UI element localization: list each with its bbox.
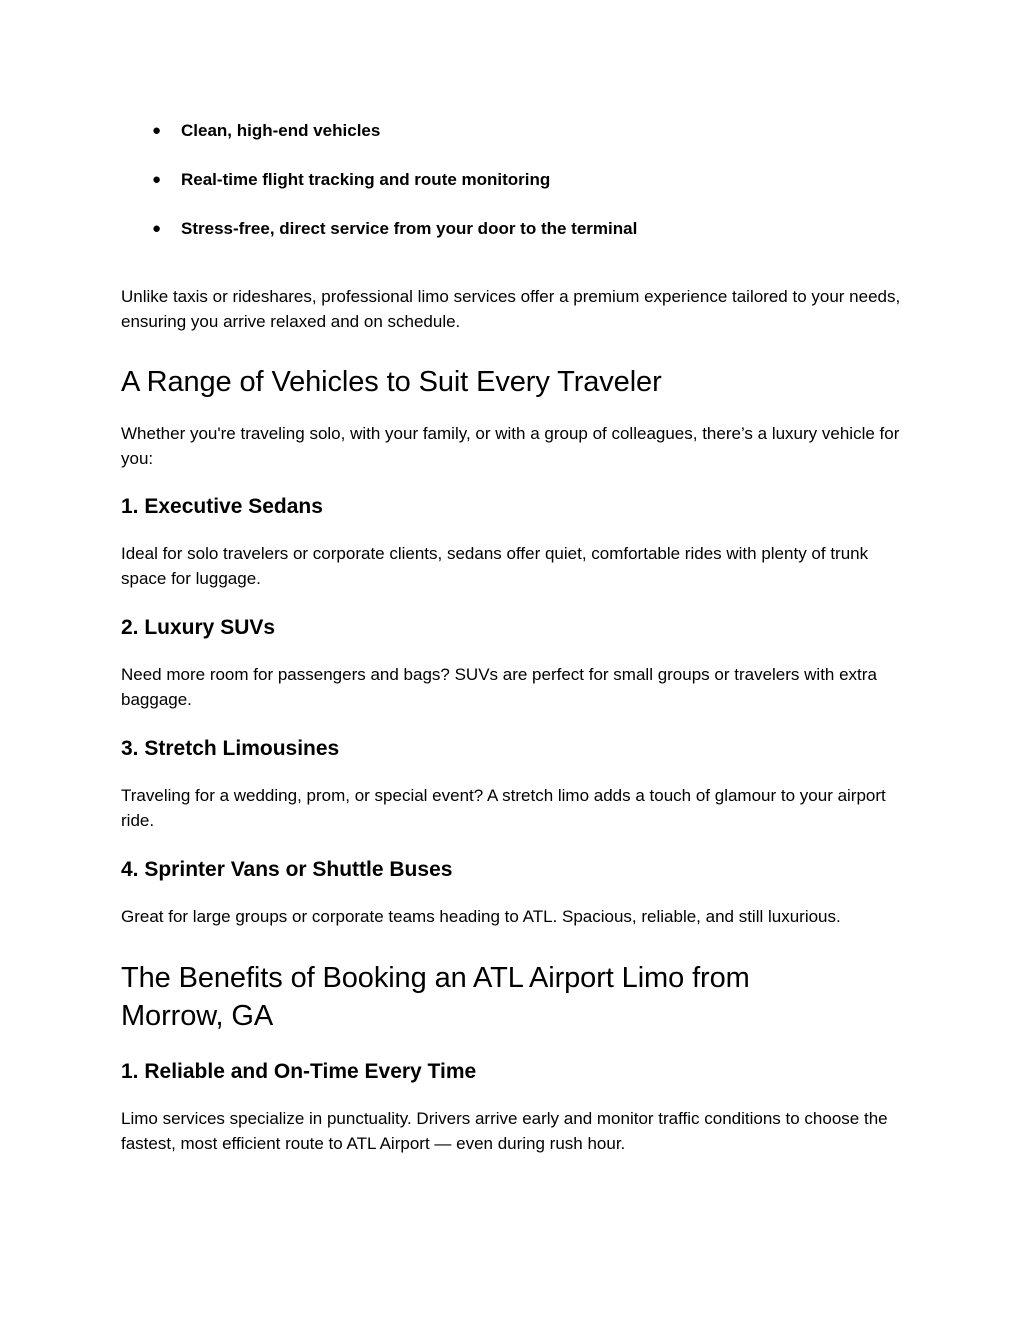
vehicle-body-executive-sedans: Ideal for solo travelers or corporate clients, sedans offer quiet, comfortable rides with plenty of trunk space for luggage. xyxy=(121,544,869,588)
vehicle-title-sprinter-vans: 4. Sprinter Vans or Shuttle Buses xyxy=(121,858,453,881)
bullet-item xyxy=(152,218,637,240)
vehicle-body-stretch-limousines: Traveling for a wedding, prom, or special event? A stretch limo adds a touch of glamour to your airport ride. xyxy=(121,786,886,830)
vehicle-body-sprinter-vans: Great for large groups or corporate teams heading to ATL. Spacious, reliable, and still luxurious. xyxy=(121,907,841,926)
vehicle-title-stretch-limousines: 3. Stretch Limousines xyxy=(121,737,340,760)
bullet-text: Stress-free, direct service from your door to the terminal xyxy=(181,219,638,238)
intro-paragraph: Unlike taxis or rideshares, professional limo services offer a premium experience tailored to your needs, ensuring you arrive relaxed and on schedule. xyxy=(121,287,901,331)
benefits-heading: The Benefits of Booking an ATL Airport Limo from Morrow, GA xyxy=(121,962,750,1032)
bullet-dot-icon: ● xyxy=(152,122,162,139)
benefit-title-reliable: 1. Reliable and On-Time Every Time xyxy=(121,1060,477,1083)
vehicle-title-luxury-suvs: 2. Luxury SUVs xyxy=(121,616,276,639)
vehicle-title-executive-sedans: 1. Executive Sedans xyxy=(121,495,323,518)
benefit-body-reliable: Limo services specialize in punctuality. Drivers arrive early and monitor traffic conditions to choose the fastest, most efficient route to ATL Airport — even during rush hour. xyxy=(121,1109,888,1153)
bullet-dot-icon: ● xyxy=(152,220,162,237)
bullet-dot-icon: ● xyxy=(152,171,162,188)
bullet-text: Clean, high-end vehicles xyxy=(181,121,381,140)
bullet-text: Real-time flight tracking and route monitoring xyxy=(181,170,551,189)
bullet-item xyxy=(152,169,637,191)
vehicle-body-luxury-suvs: Need more room for passengers and bags? SUVs are perfect for small groups or travelers with extra baggage. xyxy=(121,665,877,709)
vehicles-intro: Whether you're traveling solo, with your family, or with a group of colleagues, there’s a luxury vehicle for you: xyxy=(121,424,900,468)
bullet-item xyxy=(152,120,637,142)
vehicles-heading: A Range of Vehicles to Suit Every Traveler xyxy=(121,366,662,398)
feature-bullet-list xyxy=(152,120,637,267)
